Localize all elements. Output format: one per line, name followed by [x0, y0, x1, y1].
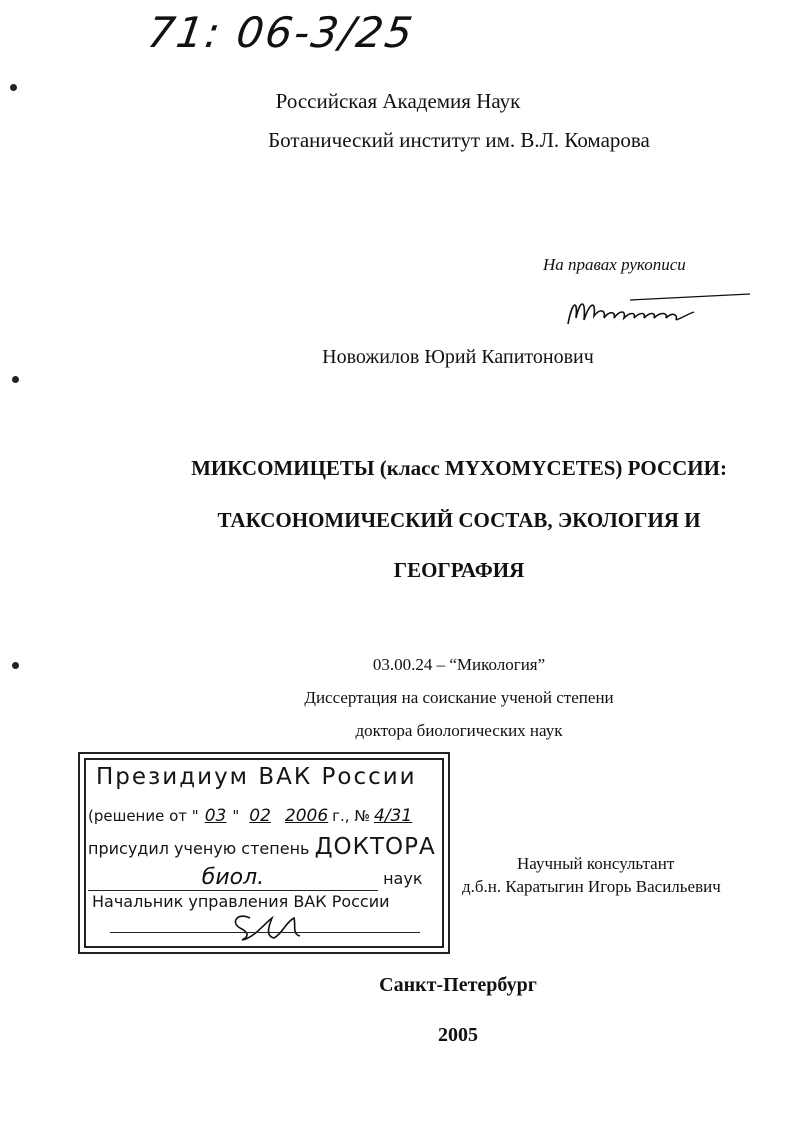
year: 2005	[438, 1024, 478, 1046]
academy-name: Российская Академия Наук	[275, 89, 521, 113]
stamp-awarded-line	[88, 834, 436, 860]
stamp-field-line	[88, 866, 423, 891]
dissertation-title-line-1: МИКСОМИЦЕТЫ (класс MYXOMYCETES) РОССИИ:	[191, 456, 727, 480]
stamp-decision-number: 4/31	[373, 806, 413, 826]
stamp-awarded-text: присудил ученую степень	[88, 839, 310, 858]
consultant-name: д.б.н. Каратыгин Игорь Васильевич	[462, 877, 721, 896]
stamp-decision-line	[88, 806, 412, 826]
consultant-label: Научный консультант	[517, 854, 675, 873]
stamp-degree: ДОКТОРА	[314, 834, 436, 860]
stamp-signature	[220, 904, 340, 946]
stamp-decision-month: 02	[249, 806, 271, 826]
stamp-decision-year: 2006	[284, 806, 329, 826]
archive-number: 71: 06-3/25	[144, 8, 418, 57]
stamp-field-handwritten: биол.	[88, 866, 378, 891]
dissertation-purpose: Диссертация на соискание ученой степени	[304, 688, 614, 707]
institute-name: Ботанический институт им. В.Л. Комарова	[268, 128, 650, 152]
stamp-official-title: Начальник управления ВАК России	[92, 892, 390, 911]
stamp-decision-suffix: г., №	[332, 807, 370, 825]
stamp-heading: Президиум ВАК России	[96, 764, 417, 790]
stamp-decision-mid: "	[232, 807, 240, 825]
city: Санкт-Петербург	[379, 974, 537, 996]
specialty-code: 03.00.24 – “Микология”	[372, 655, 546, 674]
stamp-decision-prefix: (решение от "	[88, 807, 199, 825]
vak-approval-stamp	[78, 752, 450, 954]
punch-hole-mark	[12, 376, 19, 383]
stamp-decision-day: 03	[204, 806, 227, 826]
author-signature	[560, 288, 760, 338]
rights-note: На правах рукописи	[543, 255, 686, 274]
stamp-field-suffix: наук	[383, 869, 423, 888]
dissertation-title-line-3: ГЕОГРАФИЯ	[393, 558, 525, 582]
degree-sought: доктора биологических наук	[355, 721, 563, 740]
dissertation-title-line-2: ТАКСОНОМИЧЕСКИЙ СОСТАВ, ЭКОЛОГИЯ И	[217, 508, 701, 532]
author-name: Новожилов Юрий Капитонович	[322, 346, 594, 368]
stamp-signature-line	[110, 932, 420, 933]
